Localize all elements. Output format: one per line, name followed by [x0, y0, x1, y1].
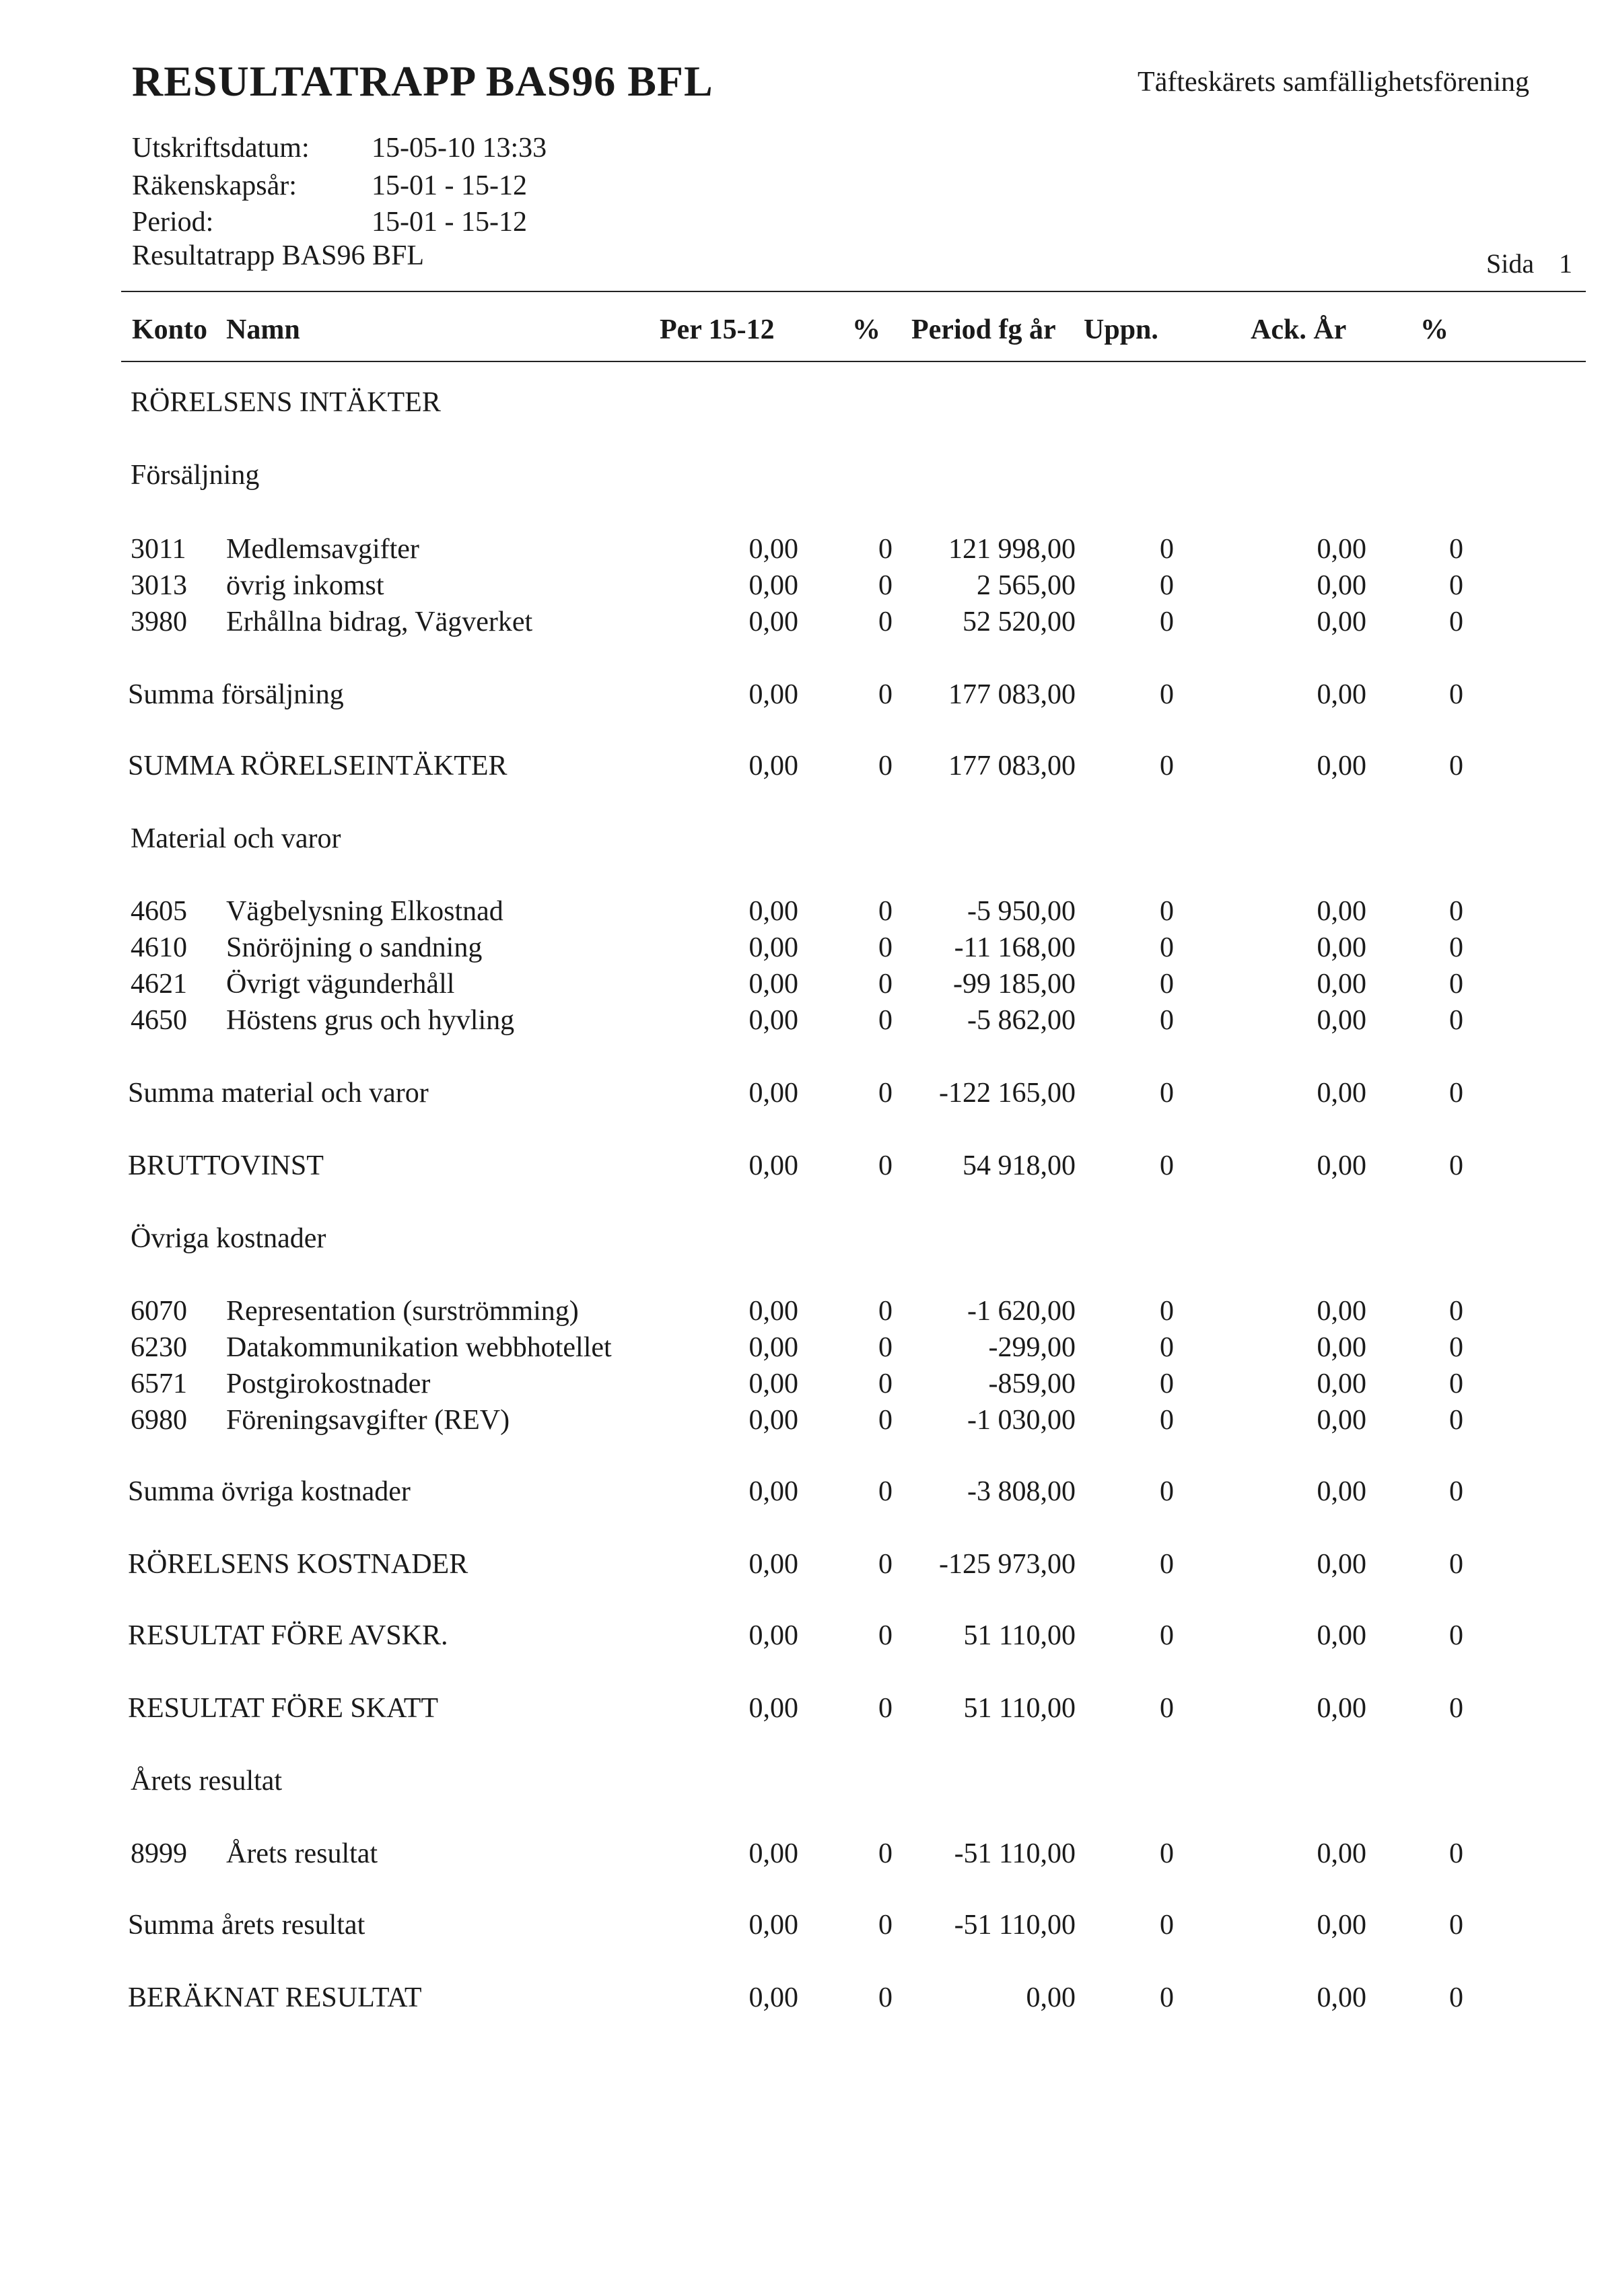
cell-ack: 0,00	[1317, 1368, 1366, 1399]
cell-per: 0,00	[748, 679, 798, 710]
account-number: 3011	[131, 534, 186, 565]
cell-uppn: 0	[1160, 570, 1174, 601]
total-label: RESULTAT FÖRE SKATT	[128, 1693, 439, 1724]
column-header-pct1: %	[852, 314, 880, 345]
cell-pct2: 0	[1449, 534, 1463, 565]
account-number: 6230	[131, 1332, 187, 1363]
account-number: 8999	[131, 1838, 187, 1869]
cell-per: 0,00	[748, 932, 798, 963]
cell-prev: 2 565,00	[977, 570, 1076, 601]
column-header-name: Namn	[226, 314, 300, 345]
account-number: 4605	[131, 896, 187, 927]
account-number: 3980	[131, 606, 187, 637]
column-header-account: Konto	[132, 314, 208, 345]
period-label: Period:	[132, 207, 214, 238]
cell-prev: -3 808,00	[967, 1476, 1076, 1507]
cell-uppn: 0	[1160, 1620, 1174, 1651]
cell-prev: 177 083,00	[948, 679, 1076, 710]
total-label: BERÄKNAT RESULTAT	[128, 1982, 422, 2013]
cell-uppn: 0	[1160, 1549, 1174, 1580]
cell-pct2: 0	[1449, 1838, 1463, 1869]
cell-prev: -122 165,00	[939, 1078, 1076, 1109]
account-name: Höstens grus och hyvling	[226, 1005, 515, 1036]
cell-pct1: 0	[878, 1005, 893, 1036]
cell-pct1: 0	[878, 1549, 893, 1580]
cell-uppn: 0	[1160, 1982, 1174, 2013]
cell-ack: 0,00	[1317, 896, 1366, 927]
account-name: Övrigt vägunderhåll	[226, 969, 455, 1000]
cell-per: 0,00	[748, 1838, 798, 1869]
cell-uppn: 0	[1160, 1005, 1174, 1036]
account-name: Datakommunikation webbhotellet	[226, 1332, 612, 1363]
cell-uppn: 0	[1160, 932, 1174, 963]
cell-prev: 177 083,00	[948, 751, 1076, 781]
column-header-period-prev: Period fg år	[911, 314, 1056, 345]
cell-pct2: 0	[1449, 1910, 1463, 1941]
cell-uppn: 0	[1160, 1910, 1174, 1941]
account-number: 6571	[131, 1368, 187, 1399]
account-name: Erhållna bidrag, Vägverket	[226, 606, 533, 637]
cell-prev: -1 030,00	[967, 1405, 1076, 1436]
cell-uppn: 0	[1160, 606, 1174, 637]
cell-prev: -51 110,00	[954, 1910, 1076, 1941]
account-name: Vägbelysning Elkostnad	[226, 896, 503, 927]
column-header-pct2: %	[1420, 314, 1448, 345]
cell-pct1: 0	[878, 969, 893, 1000]
account-number: 4621	[131, 969, 187, 1000]
cell-pct2: 0	[1449, 1476, 1463, 1507]
cell-pct2: 0	[1449, 679, 1463, 710]
cell-ack: 0,00	[1317, 1549, 1366, 1580]
cell-ack: 0,00	[1317, 679, 1366, 710]
cell-uppn: 0	[1160, 969, 1174, 1000]
cell-per: 0,00	[748, 1150, 798, 1181]
cell-uppn: 0	[1160, 1332, 1174, 1363]
cell-ack: 0,00	[1317, 606, 1366, 637]
cell-uppn: 0	[1160, 1368, 1174, 1399]
cell-uppn: 0	[1160, 1693, 1174, 1724]
cell-ack: 0,00	[1317, 1150, 1366, 1181]
total-label: RESULTAT FÖRE AVSKR.	[128, 1620, 448, 1651]
cell-pct1: 0	[878, 1296, 893, 1327]
total-label: Summa övriga kostnader	[128, 1476, 411, 1507]
cell-pct2: 0	[1449, 1332, 1463, 1363]
total-label: Summa material och varor	[128, 1078, 429, 1109]
account-name: övrig inkomst	[226, 570, 384, 601]
cell-per: 0,00	[748, 751, 798, 781]
section-heading: Övriga kostnader	[131, 1223, 326, 1254]
account-name: Föreningsavgifter (REV)	[226, 1405, 510, 1436]
column-header-per: Per 15-12	[660, 314, 775, 345]
cell-prev: 52 520,00	[963, 606, 1076, 637]
cell-prev: -5 950,00	[967, 896, 1076, 927]
cell-per: 0,00	[748, 1296, 798, 1327]
cell-ack: 0,00	[1317, 570, 1366, 601]
cell-ack: 0,00	[1317, 1910, 1366, 1941]
cell-pct2: 0	[1449, 1078, 1463, 1109]
cell-per: 0,00	[748, 1005, 798, 1036]
cell-ack: 0,00	[1317, 1296, 1366, 1327]
cell-prev: 51 110,00	[963, 1620, 1076, 1651]
account-name: Representation (surströmming)	[226, 1296, 579, 1327]
cell-per: 0,00	[748, 1982, 798, 2013]
cell-pct2: 0	[1449, 570, 1463, 601]
cell-pct2: 0	[1449, 1549, 1463, 1580]
print-date-value: 15-05-10 13:33	[372, 133, 547, 164]
print-date-label: Utskriftsdatum:	[132, 133, 310, 164]
cell-prev: -299,00	[988, 1332, 1076, 1363]
cell-pct2: 0	[1449, 1620, 1463, 1651]
cell-pct1: 0	[878, 1693, 893, 1724]
cell-per: 0,00	[748, 1078, 798, 1109]
cell-prev: 0,00	[1026, 1982, 1076, 2013]
cell-per: 0,00	[748, 1476, 798, 1507]
cell-per: 0,00	[748, 896, 798, 927]
cell-prev: -11 168,00	[954, 932, 1076, 963]
cell-pct2: 0	[1449, 932, 1463, 963]
total-label: Summa försäljning	[128, 679, 344, 710]
cell-prev: 51 110,00	[963, 1693, 1076, 1724]
cell-pct2: 0	[1449, 606, 1463, 637]
cell-uppn: 0	[1160, 896, 1174, 927]
total-label: Summa årets resultat	[128, 1910, 365, 1941]
cell-ack: 0,00	[1317, 1693, 1366, 1724]
cell-ack: 0,00	[1317, 1476, 1366, 1507]
cell-per: 0,00	[748, 570, 798, 601]
fiscal-year-value: 15-01 - 15-12	[372, 170, 527, 201]
account-number: 4610	[131, 932, 187, 963]
total-label: RÖRELSENS KOSTNADER	[128, 1549, 468, 1580]
cell-ack: 0,00	[1317, 1005, 1366, 1036]
cell-uppn: 0	[1160, 534, 1174, 565]
account-number: 6070	[131, 1296, 187, 1327]
cell-prev: -859,00	[988, 1368, 1076, 1399]
cell-pct1: 0	[878, 1982, 893, 2013]
account-name: Snöröjning o sandning	[226, 932, 483, 963]
cell-pct1: 0	[878, 534, 893, 565]
cell-pct2: 0	[1449, 1405, 1463, 1436]
cell-prev: 121 998,00	[948, 534, 1076, 565]
column-header-ack: Ack. År	[1251, 314, 1347, 345]
fiscal-year-label: Räkenskapsår:	[132, 170, 297, 201]
total-label: SUMMA RÖRELSEINTÄKTER	[128, 751, 508, 781]
cell-pct1: 0	[878, 751, 893, 781]
cell-per: 0,00	[748, 1693, 798, 1724]
cell-pct1: 0	[878, 896, 893, 927]
total-label: BRUTTOVINST	[128, 1150, 324, 1181]
cell-pct1: 0	[878, 1405, 893, 1436]
cell-per: 0,00	[748, 606, 798, 637]
cell-prev: -51 110,00	[954, 1838, 1076, 1869]
cell-pct1: 0	[878, 1476, 893, 1507]
cell-per: 0,00	[748, 1368, 798, 1399]
cell-per: 0,00	[748, 534, 798, 565]
cell-pct2: 0	[1449, 1150, 1463, 1181]
cell-pct1: 0	[878, 679, 893, 710]
cell-pct1: 0	[878, 1910, 893, 1941]
cell-pct2: 0	[1449, 896, 1463, 927]
cell-uppn: 0	[1160, 1838, 1174, 1869]
section-heading: Försäljning	[131, 460, 260, 491]
page-label: Sida	[1486, 248, 1535, 279]
cell-ack: 0,00	[1317, 1078, 1366, 1109]
organization-name: Täfteskärets samfällighetsförening	[1138, 67, 1529, 98]
cell-ack: 0,00	[1317, 1620, 1366, 1651]
cell-per: 0,00	[748, 1910, 798, 1941]
cell-ack: 0,00	[1317, 534, 1366, 565]
cell-pct2: 0	[1449, 1982, 1463, 2013]
cell-ack: 0,00	[1317, 751, 1366, 781]
account-name: Medlemsavgifter	[226, 534, 419, 565]
page-number: 1	[1559, 248, 1572, 279]
cell-ack: 0,00	[1317, 1982, 1366, 2013]
section-heading: Årets resultat	[131, 1766, 283, 1797]
cell-ack: 0,00	[1317, 1405, 1366, 1436]
cell-uppn: 0	[1160, 751, 1174, 781]
account-number: 3013	[131, 570, 187, 601]
cell-pct2: 0	[1449, 1296, 1463, 1327]
cell-per: 0,00	[748, 1332, 798, 1363]
cell-uppn: 0	[1160, 1150, 1174, 1181]
account-name: Postgirokostnader	[226, 1368, 431, 1399]
cell-pct1: 0	[878, 1368, 893, 1399]
cell-per: 0,00	[748, 1405, 798, 1436]
cell-uppn: 0	[1160, 1296, 1174, 1327]
cell-uppn: 0	[1160, 1405, 1174, 1436]
account-name: Årets resultat	[226, 1838, 378, 1869]
cell-per: 0,00	[748, 1549, 798, 1580]
cell-ack: 0,00	[1317, 932, 1366, 963]
account-number: 6980	[131, 1405, 187, 1436]
column-header-uppn: Uppn.	[1084, 314, 1158, 345]
account-number: 4650	[131, 1005, 187, 1036]
cell-prev: -99 185,00	[953, 969, 1076, 1000]
cell-pct1: 0	[878, 1838, 893, 1869]
cell-prev: -125 973,00	[939, 1549, 1076, 1580]
report-name: Resultatrapp BAS96 BFL	[132, 240, 425, 271]
cell-uppn: 0	[1160, 679, 1174, 710]
cell-pct2: 0	[1449, 1693, 1463, 1724]
cell-per: 0,00	[748, 969, 798, 1000]
cell-pct1: 0	[878, 606, 893, 637]
cell-prev: -1 620,00	[967, 1296, 1076, 1327]
cell-pct2: 0	[1449, 1005, 1463, 1036]
cell-per: 0,00	[748, 1620, 798, 1651]
cell-pct1: 0	[878, 1620, 893, 1651]
period-value: 15-01 - 15-12	[372, 207, 527, 238]
cell-pct1: 0	[878, 1078, 893, 1109]
cell-pct1: 0	[878, 1332, 893, 1363]
section-heading: Material och varor	[131, 823, 341, 854]
cell-uppn: 0	[1160, 1476, 1174, 1507]
cell-pct1: 0	[878, 1150, 893, 1181]
cell-ack: 0,00	[1317, 1838, 1366, 1869]
report-title: RESULTATRAPP BAS96 BFL	[132, 57, 713, 105]
section-heading: RÖRELSENS INTÄKTER	[131, 387, 441, 418]
cell-prev: 54 918,00	[963, 1150, 1076, 1181]
cell-pct2: 0	[1449, 1368, 1463, 1399]
cell-pct2: 0	[1449, 969, 1463, 1000]
cell-ack: 0,00	[1317, 1332, 1366, 1363]
cell-pct2: 0	[1449, 751, 1463, 781]
cell-prev: -5 862,00	[967, 1005, 1076, 1036]
cell-pct1: 0	[878, 932, 893, 963]
cell-uppn: 0	[1160, 1078, 1174, 1109]
cell-pct1: 0	[878, 570, 893, 601]
cell-ack: 0,00	[1317, 969, 1366, 1000]
